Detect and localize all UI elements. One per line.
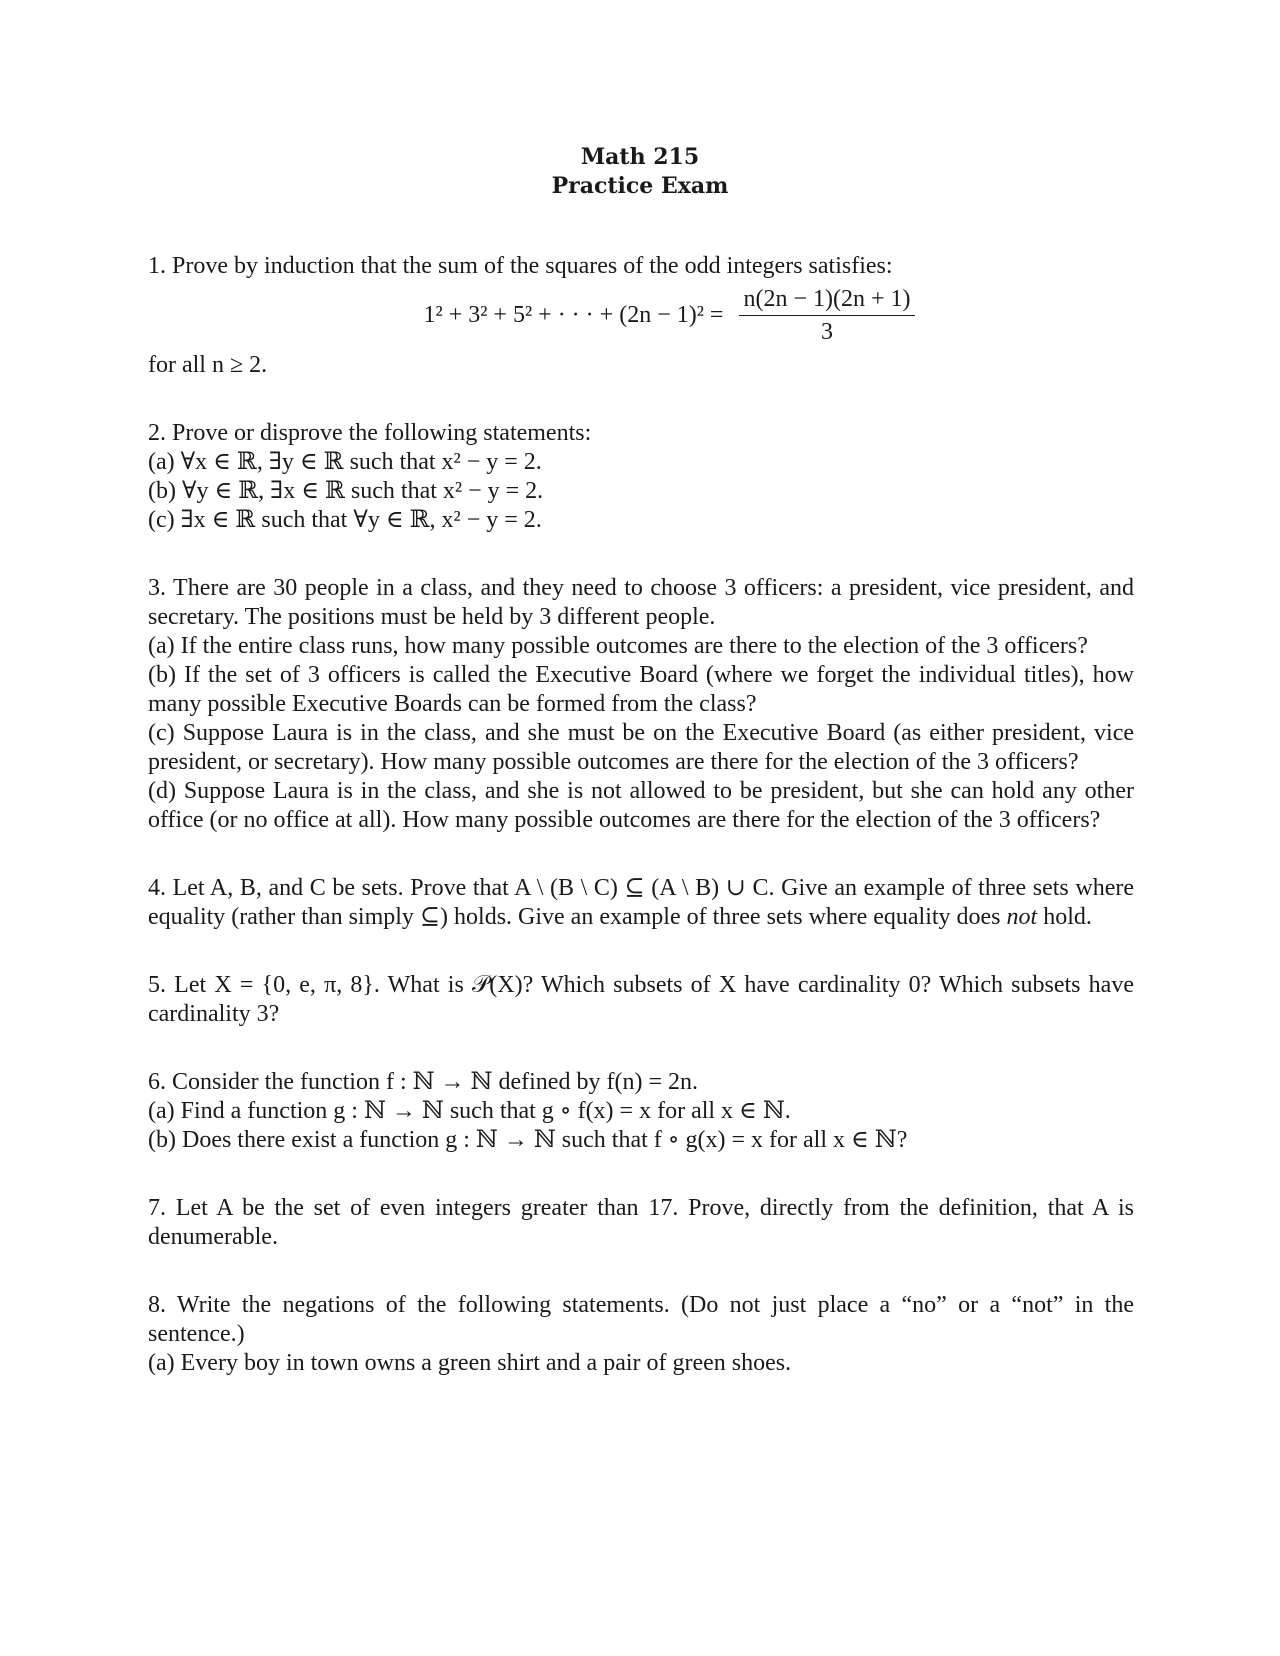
problem-list: [148, 252, 1134, 1378]
problem-6-part-a: (a) Find a function g : ℕ → ℕ such that g ∘ f(x) = x for all x ∈ ℕ.: [148, 1098, 791, 1124]
problem-6-part-b: (b) Does there exist a function g : ℕ → ℕ such that f ∘ g(x) = x for all x ∈ ℕ?: [148, 1127, 908, 1153]
exam-title: Practice Exam: [551, 173, 729, 199]
problem-5: [148, 971, 1134, 1029]
problem-4: [148, 874, 1134, 932]
problem-2-intro: 2. Prove or disprove the following statements:: [148, 420, 592, 446]
problem-3-part-d: (d) Suppose Laura is in the class, and she is not allowed to be president, but she can hold any other office (or no office at all). How many possible outcomes are there for the election of the 3 officers?: [148, 778, 1134, 833]
equation-lhs: 1² + 3² + 5² + · · · + (2n − 1)² =: [423, 301, 724, 328]
spacer: [148, 1029, 1134, 1068]
problem-8: [148, 1291, 1134, 1378]
spacer: [148, 1155, 1134, 1194]
exam-header: [0, 143, 1280, 201]
problem-2-part-c: (c) ∃x ∈ ℝ such that ∀y ∈ ℝ, x² − y = 2.: [148, 507, 542, 533]
problem-4-part-1: 4. Let A, B, and C be sets. Prove that A \ (B \ C) ⊆ (A \ B) ∪ C. Give an example of three sets where equality (rather than simply ⊆) holds. Give an example of three sets where equality does: [148, 875, 1134, 930]
problem-7: [148, 1194, 1134, 1252]
spacer: [148, 1252, 1134, 1291]
problem-2: [148, 419, 1134, 535]
spacer: [148, 380, 1134, 419]
problem-6: [148, 1068, 1134, 1155]
problem-3-part-a: (a) If the entire class runs, how many possible outcomes are there to the election of the 3 officers?: [148, 633, 1088, 659]
problem-7-text: 7. Let A be the set of even integers greater than 17. Prove, directly from the definition, that A is denumerable.: [148, 1195, 1134, 1250]
fraction-numerator: n(2n − 1)(2n + 1): [739, 286, 914, 316]
problem-3: [148, 574, 1134, 835]
fraction-denominator: 3: [820, 318, 833, 345]
spacer: [148, 932, 1134, 971]
problem-4-text: [148, 874, 1134, 932]
problem-2-part-a: (a) ∀x ∈ ℝ, ∃y ∈ ℝ such that x² − y = 2.: [148, 449, 542, 475]
problem-3-part-b: (b) If the set of 3 officers is called the Executive Board (where we forget the individual titles), how many possible Executive Boards can be formed from the class?: [148, 662, 1134, 717]
problem-8-intro: 8. Write the negations of the following statements. (Do not just place a “no” or a “not” in the sentence.): [148, 1292, 1134, 1347]
problem-1-equation: [204, 285, 1134, 345]
problem-4-emphasis: not: [1006, 904, 1038, 930]
problem-4-part-2: hold.: [1043, 904, 1092, 930]
problem-2-part-b: (b) ∀y ∈ ℝ, ∃x ∈ ℝ such that x² − y = 2.: [148, 478, 544, 504]
problem-3-intro: 3. There are 30 people in a class, and they need to choose 3 officers: a president, vice president, and secretary. The positions must be held by 3 different people.: [148, 575, 1134, 630]
problem-5-text: 5. Let X = {0, e, π, 8}. What is 𝒫(X)? Which subsets of X have cardinality 0? Which subsets have cardinality 3?: [148, 972, 1134, 1027]
spacer: [148, 835, 1134, 874]
equation-fraction: [739, 286, 914, 345]
problem-1: [148, 252, 1134, 380]
problem-1-intro: 1. Prove by induction that the sum of the squares of the odd integers satisfies:: [148, 253, 893, 279]
spacer: [148, 535, 1134, 574]
problem-3-part-c: (c) Suppose Laura is in the class, and she must be on the Executive Board (as either president, vice president, or secretary). How many possible outcomes are there for the election of the 3 officers?: [148, 720, 1134, 775]
problem-8-part-a: (a) Every boy in town owns a green shirt and a pair of green shoes.: [148, 1350, 792, 1376]
problem-1-outro: for all n ≥ 2.: [148, 352, 268, 378]
problem-6-intro: 6. Consider the function f : ℕ → ℕ defined by f(n) = 2n.: [148, 1069, 698, 1095]
course-title: Math 215: [580, 144, 700, 170]
